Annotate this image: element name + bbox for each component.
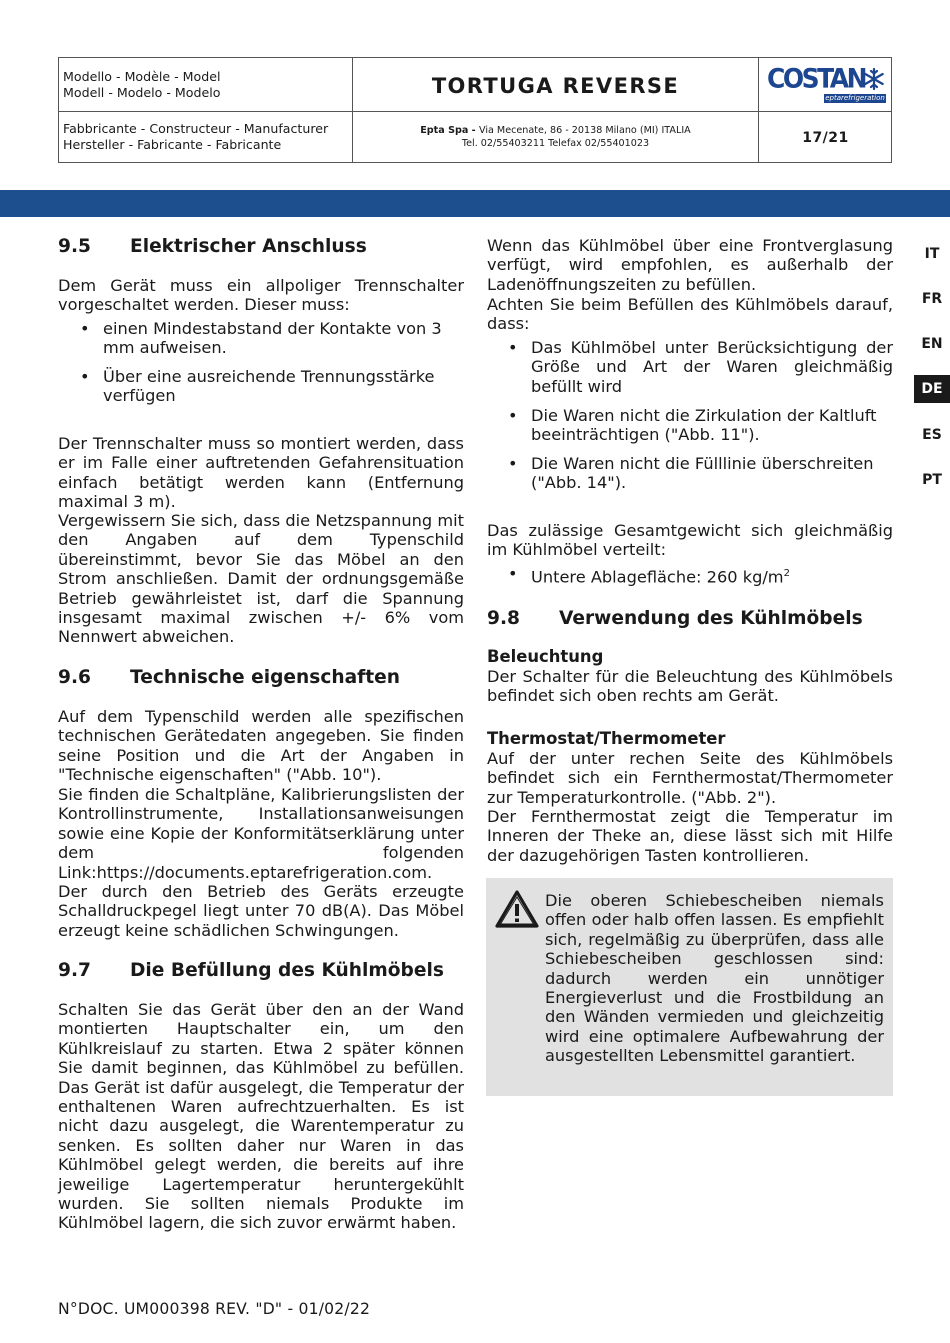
paragraph: Auf der unter rechen Seite des Kühlmöbels befindet sich ein Fernthermostat/Thermometer zur Temperaturkontrolle. ("Abb. 2"). (487, 749, 893, 807)
subheading-beleuchtung: Beleuchtung (487, 647, 604, 666)
paragraph: Der Trennschalter muss so montiert werden, dass er im Falle einer auftretenden Gefahrensituation einfach betätigt werden kann (Entfernung maximal 3 m). (58, 434, 464, 512)
section-heading-9-5 (58, 236, 464, 258)
model-label-line-1: Modello - Modèle - Model (63, 69, 221, 84)
paragraph: Der Fernthermostat zeigt die Temperatur im Inneren der Theke an, diese lässt sich mit Hilfe der dazugehörigen Tasten kontrollieren. (487, 807, 893, 865)
section-number: 9.8 (487, 608, 520, 629)
bullet-icon: • (508, 338, 518, 357)
paragraph: Vergewissern Sie sich, dass die Netzspannung mit den Angaben auf dem Typenschild übereinstimmt, bevor Sie das Möbel an den Strom anschließen. Damit der ordnungsgemäße Betrieb gewährleistet ist, darf die Spannung insgesamt maximal zwischen +/- 6% vom Nennwert abweichen. (58, 511, 464, 647)
paragraph: Schalten Sie das Gerät über den an der Wand montierten Hauptschalter ein, um den Kühlkreislauf zu starten. Etwa 2 später können Sie damit beginnen, das Kühlmöbel zu befüllen. Das Gerät ist dafür ausgelegt, die Temperatur der enthaltenen Waren aufrechtzuerhalten. Es ist nicht dazu ausgelegt, die Warentemperatur zu senken. Es sollten daher nur Waren in das Kühlmöbel gelegt werden, die bereits auf ihre jeweilige Lagertemperatur heruntergekühlt wurden. Sie sollten niemals Produkte im Kühlmöbel lagern, die sich zuvor erwärmt haben. (58, 1000, 464, 1233)
page-number: 17/21 (802, 129, 849, 146)
bullet-icon: • (508, 564, 518, 583)
section-heading-9-8 (487, 608, 893, 630)
list-item-text: Das Kühlmöbel unter Berücksichtigung der Größe und Art der Waren gleichmäßig befüllt wird (531, 338, 893, 396)
section-title: Verwendung des Kühlmöbels (559, 608, 863, 629)
section-number: 9.5 (58, 236, 91, 257)
lang-tab-fr[interactable]: FR (921, 291, 943, 307)
warning-text: Die oberen Schiebescheiben niemals offen oder halb offen lassen. Es empfiehlt sich, regelmäßig zu überprüfen, dass alle Schiebescheiben geschlossen sind: dadurch werden ein unnötiger Energieverlust und die Frostbildung an den Wänden vermieden und gleichzeitig wird eine optimalere Aufbewahrung der ausgestellten Lebensmittel garantiert. (545, 891, 884, 1066)
warning-triangle-icon (494, 889, 540, 929)
logo-subtitle: eptarefrigeration (825, 94, 885, 102)
paragraph: Achten Sie beim Befüllen des Kühlmöbels darauf, dass: (487, 295, 893, 334)
model-label-line-2: Modell - Modelo - Modelo (63, 85, 221, 100)
list-item (508, 564, 893, 587)
list-item-text: Untere Ablagefläche: 260 kg/m (531, 567, 784, 587)
list-item (508, 406, 893, 445)
manufacturer-label (59, 112, 353, 163)
subheading-thermostat: Thermostat/Thermometer (487, 729, 726, 748)
company-phone: Tel. 02/55403211 Telefax 02/55401023 (461, 137, 650, 149)
section-title: Technische eigenschaften (130, 667, 400, 688)
section-heading-9-6 (58, 667, 464, 689)
section-number: 9.6 (58, 667, 91, 688)
lang-tab-es[interactable]: ES (922, 427, 942, 443)
costan-logo (767, 63, 886, 104)
superscript: 2 (783, 568, 790, 579)
snowflake-icon (862, 67, 886, 91)
lang-tab-pt[interactable]: PT (922, 472, 942, 488)
company-street: Via Mecenate, 86 - 20138 Milano (MI) ITALIA (478, 125, 691, 136)
document-header (58, 57, 892, 163)
list-item-text: einen Mindestabstand der Kontakte von 3 mm aufweisen. (103, 319, 442, 358)
model-label (59, 58, 353, 112)
list-item-text: Die Waren nicht die Zirkulation der Kaltluft beeinträchtigen ("Abb. 11"). (531, 406, 877, 445)
company-name: Epta Spa - (420, 125, 479, 136)
lang-tab-it[interactable]: IT (924, 246, 940, 262)
company-address (353, 112, 759, 163)
list-item-text: Über eine ausreichende Trennungsstärke verfügen (103, 367, 435, 406)
paragraph: Der Schalter für die Beleuchtung des Kühlmöbels befindet sich oben rechts am Gerät. (487, 667, 893, 706)
section-number: 9.7 (58, 960, 91, 981)
bullet-icon: • (80, 319, 90, 338)
list-item-text: Die Waren nicht die Fülllinie überschreiten ("Abb. 14"). (531, 454, 874, 493)
list-item (508, 454, 893, 493)
section-heading-9-7 (58, 960, 464, 982)
document-reference: N°DOC. UM000398 REV. "D" - 01/02/22 (58, 1300, 371, 1318)
brand-logo-cell (759, 58, 892, 112)
section-title: Elektrischer Anschluss (130, 236, 367, 257)
manufacturer-label-line-2: Hersteller - Fabricante - Fabricante (63, 137, 282, 152)
paragraph: Der durch den Betrieb des Geräts erzeugte Schalldruckpegel liegt unter 70 dB(A). Das Möbel erzeugt keine schädlichen Schwingungen. (58, 882, 464, 940)
lang-tab-de[interactable]: DE (914, 375, 950, 403)
model-title: TORTUGA REVERSE (353, 58, 759, 112)
section-title: Die Befüllung des Kühlmöbels (130, 960, 444, 981)
bullet-icon: • (508, 406, 518, 425)
paragraph-intro: Dem Gerät muss ein allpoliger Trennschalter vorgeschaltet werden. Dieser muss: (58, 276, 464, 315)
paragraph: Das zulässige Gesamtgewicht sich gleichmäßig im Kühlmöbel verteilt: (487, 521, 893, 560)
paragraph: Auf dem Typenschild werden alle spezifischen technischen Gerätedaten angegeben. Sie finden seine Position und die Art der Angaben in "Technische eigenschaften" ("Abb. 10"). (58, 707, 464, 785)
logo-wordmark: COSTAN (767, 63, 865, 94)
list-item (80, 367, 464, 406)
paragraph: Sie finden die Schaltpläne, Kalibrierungslisten der Kontrollinstrumente, Installationsanweisungen sowie eine Kopie der Konformitätserklärung unter dem folgenden Link:https://documents.eptarefrigeration.com. (58, 785, 464, 882)
paragraph: Wenn das Kühlmöbel über eine Frontverglasung verfügt, wird empfohlen, es außerhalb der Ladenöffnungszeiten zu befüllen. (487, 236, 893, 294)
header-band (0, 190, 950, 217)
bullet-icon: • (80, 367, 90, 386)
bullet-icon: • (508, 454, 518, 473)
lang-tab-en[interactable]: EN (921, 336, 943, 352)
list-item (508, 338, 893, 396)
list-item (80, 319, 464, 358)
manufacturer-label-line-1: Fabbricante - Constructeur - Manufacturer (63, 121, 329, 136)
